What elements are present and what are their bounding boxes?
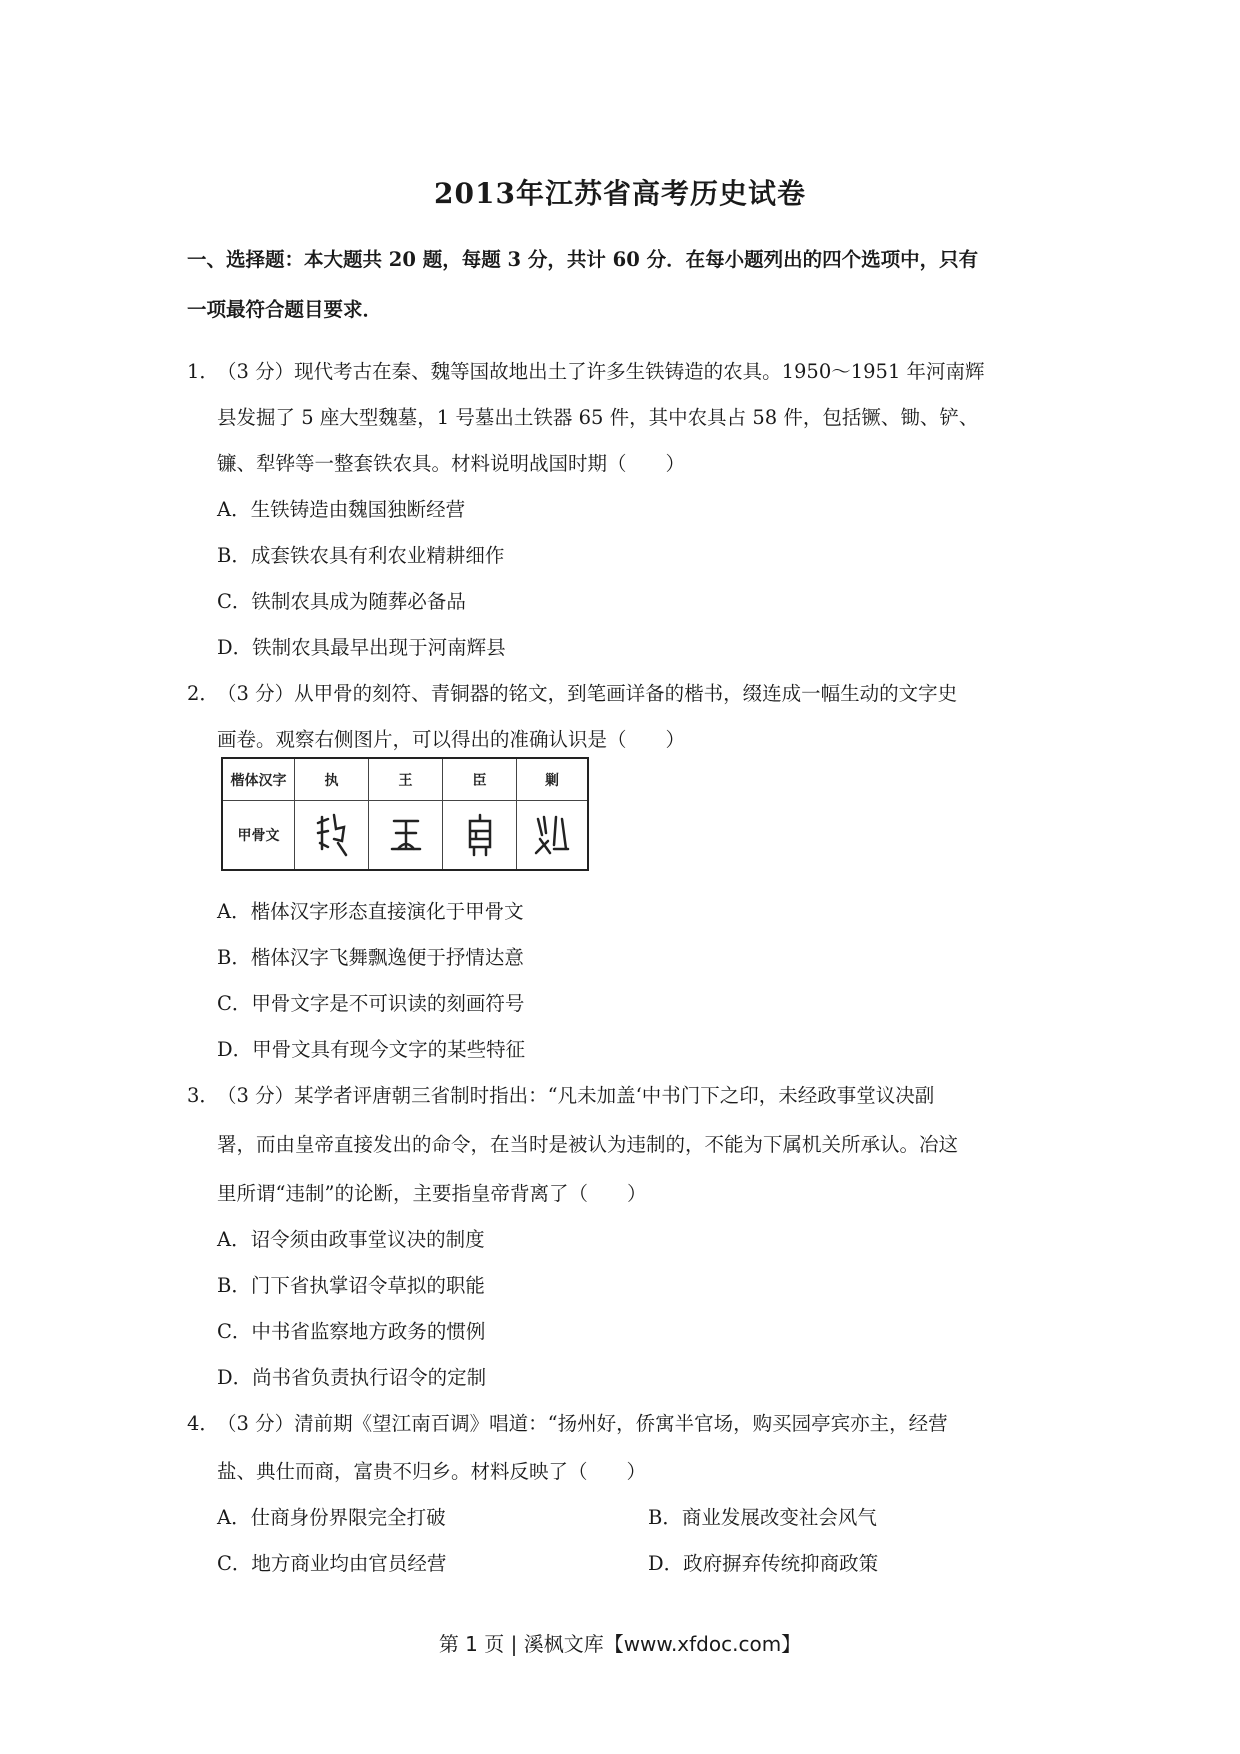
table-header-kaishu: 楷体汉字 xyxy=(223,759,295,801)
script-comparison-table xyxy=(221,757,589,871)
question-number: 4． xyxy=(187,1412,219,1435)
question-text-line: 里所谓“违制”的论断，主要指皇帝背离了（ ） xyxy=(217,1182,647,1205)
option-a: A．生铁铸造由魏国独断经营 xyxy=(217,498,466,521)
question-text-line: 署，而由皇帝直接发出的命令，在当时是被认为违制的，不能为下属机关所承认。冶这 xyxy=(217,1133,959,1156)
option-c: C．甲骨文字是不可识读的刻画符号 xyxy=(217,992,525,1015)
option-a: A．诏令须由政事堂议决的制度 xyxy=(217,1228,485,1251)
question-text-line: （3 分）从甲骨的刻符、青铜器的铭文，到笔画详备的楷书，缀连成一幅生动的文字史 xyxy=(217,682,958,705)
question-text-line: 镰、犁铧等一整套铁农具。材料说明战国时期（ ） xyxy=(217,452,686,475)
kaishu-char: 剿 xyxy=(517,759,587,801)
kaishu-char: 执 xyxy=(295,759,369,801)
option-c: C．铁制农具成为随葬必备品 xyxy=(217,590,466,613)
page-title: 2013年江苏省高考历史试卷 xyxy=(434,177,806,210)
oracle-wang-icon xyxy=(386,809,426,861)
option-c: C．中书省监察地方政务的惯例 xyxy=(217,1320,486,1343)
kaishu-char: 臣 xyxy=(443,759,517,801)
option-b: B．门下省执掌诏令草拟的职能 xyxy=(217,1274,485,1297)
oracle-jiao-icon xyxy=(532,809,572,861)
option-b: B．商业发展改变社会风气 xyxy=(648,1506,877,1529)
option-d: D．尚书省负责执行诏令的定制 xyxy=(217,1366,487,1389)
oracle-glyph-jiao xyxy=(517,801,587,869)
section-heading xyxy=(187,235,1057,335)
option-d: D．铁制农具最早出现于河南辉县 xyxy=(217,636,506,659)
oracle-glyph-chen xyxy=(443,801,517,869)
question-number: 2． xyxy=(187,682,219,705)
question-text-line: 画卷。观察右侧图片，可以得出的准确认识是（ ） xyxy=(217,728,686,751)
option-b: B．楷体汉字飞舞飘逸便于抒情达意 xyxy=(217,946,524,969)
option-b: B．成套铁农具有利农业精耕细作 xyxy=(217,544,505,567)
question-text-line: （3 分）清前期《望江南百调》唱道：“扬州好，侨寓半官场，购买园亭宾亦主，经营 xyxy=(217,1412,948,1435)
oracle-glyph-zhi xyxy=(295,801,369,869)
option-a: A．楷体汉字形态直接演化于甲骨文 xyxy=(217,900,524,923)
oracle-zhi-icon xyxy=(312,809,352,861)
question-text-line: 盐、典仕而商，富贵不归乡。材料反映了（ ） xyxy=(217,1460,647,1483)
section-heading-line-2: 一项最符合题目要求． xyxy=(187,298,383,321)
option-a: A．仕商身份界限完全打破 xyxy=(217,1506,446,1529)
question-text-line: 县发掘了 5 座大型魏墓，1 号墓出土铁器 65 件，其中农具占 58 件，包括镢、锄、铲、 xyxy=(217,406,979,429)
page-footer: 第 1 页 | 溪枫文库【www.xfdoc.com】 xyxy=(438,1632,802,1656)
option-d: D．政府摒弃传统抑商政策 xyxy=(648,1552,879,1575)
question-number: 1． xyxy=(187,360,219,383)
table-header-oracle: 甲骨文 xyxy=(223,801,295,869)
option-c: C．地方商业均由官员经营 xyxy=(217,1552,447,1575)
section-heading-line-1: 一、选择题：本大题共 20 题，每题 3 分，共计 60 分．在每小题列出的四个选项中，只有 xyxy=(187,248,979,271)
oracle-chen-icon xyxy=(460,809,500,861)
question-text-line: （3 分）现代考古在秦、魏等国故地出土了许多生铁铸造的农具。1950～1951 年河南辉 xyxy=(217,360,985,383)
question-text-line: （3 分）某学者评唐朝三省制时指出：“凡未加盖‘中书门下之印，未经政事堂议决副 xyxy=(217,1084,935,1107)
kaishu-char: 王 xyxy=(369,759,443,801)
question-number: 3． xyxy=(187,1084,219,1107)
oracle-glyph-wang xyxy=(369,801,443,869)
option-d: D．甲骨文具有现今文字的某些特征 xyxy=(217,1038,526,1061)
